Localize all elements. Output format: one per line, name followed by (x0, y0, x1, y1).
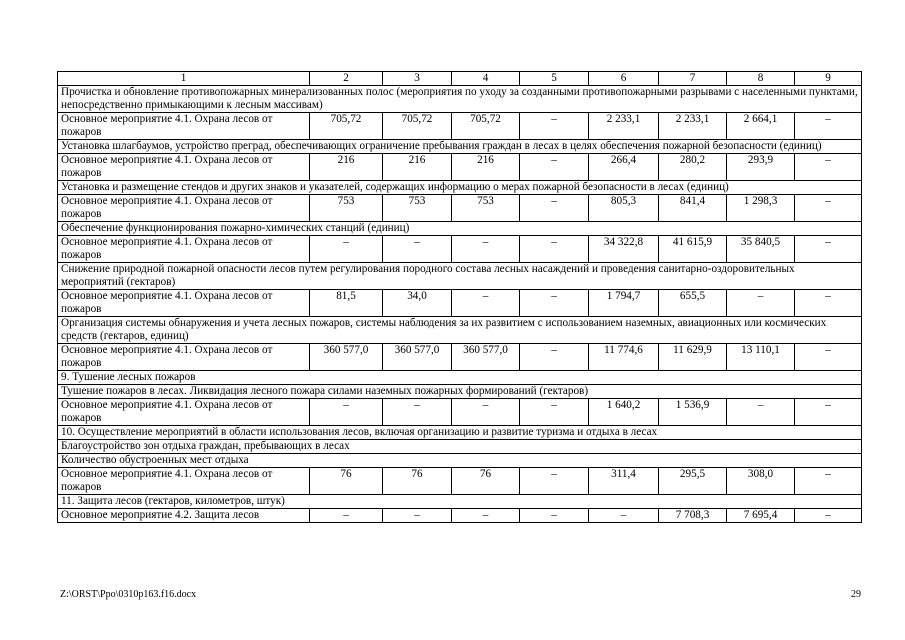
table-cell: – (520, 509, 589, 523)
table-cell: 308,0 (727, 468, 795, 495)
table-cell: 7 695,4 (727, 509, 795, 523)
row-label: Основное мероприятие 4.1. Охрана лесов от пожаров (58, 236, 310, 263)
table-cell: – (452, 399, 520, 426)
table-cell: 216 (310, 154, 383, 181)
table-row (58, 509, 862, 523)
table-cell: 705,72 (452, 113, 520, 140)
section-row (58, 426, 862, 440)
section-title: Прочистка и обновление противопожарных минерализованных полос (мероприятия по уходу за созданными противопожарными разрывами с населенными пунктами, непосредственно примыкающими к лесным массивам) (58, 86, 862, 113)
table-row (58, 290, 862, 317)
table-cell: 2 233,1 (589, 113, 659, 140)
section-title: Снижение природной пожарной опасности лесов путем регулирования породного состава лесных насаждений и проведения санитарно-оздоровительных мероприятий (гектаров) (58, 263, 862, 290)
section-title: Тушение пожаров в лесах. Ликвидация лесного пожара силами наземных пожарных формирований (гектаров) (58, 385, 862, 399)
column-header: 8 (727, 72, 795, 86)
table-cell: – (310, 399, 383, 426)
column-header: 3 (383, 72, 452, 86)
table-cell: 76 (383, 468, 452, 495)
section-row (58, 371, 862, 385)
column-header: 1 (58, 72, 310, 86)
table-cell: – (795, 290, 862, 317)
table-row (58, 236, 862, 263)
table-cell: 34 322,8 (589, 236, 659, 263)
table-cell: – (452, 509, 520, 523)
table-cell: – (795, 468, 862, 495)
table-body (58, 72, 862, 523)
section-row (58, 263, 862, 290)
table-cell: 805,3 (589, 195, 659, 222)
column-header: 5 (520, 72, 589, 86)
table-cell: 753 (452, 195, 520, 222)
table-cell: – (520, 468, 589, 495)
table-cell: – (520, 344, 589, 371)
section-row (58, 495, 862, 509)
table-cell: 7 708,3 (659, 509, 727, 523)
table-cell: – (520, 236, 589, 263)
table-row (58, 113, 862, 140)
table-cell: 2 233,1 (659, 113, 727, 140)
data-table (57, 71, 862, 523)
table-cell: – (520, 154, 589, 181)
table-cell: – (795, 154, 862, 181)
row-label: Основное мероприятие 4.1. Охрана лесов от пожаров (58, 290, 310, 317)
section-title: 11. Защита лесов (гектаров, километров, штук) (58, 495, 862, 509)
table-cell: 11 629,9 (659, 344, 727, 371)
table-cell: 655,5 (659, 290, 727, 317)
table-row (58, 468, 862, 495)
header-row (58, 72, 862, 86)
table-cell: 81,5 (310, 290, 383, 317)
table-row (58, 399, 862, 426)
section-row (58, 86, 862, 113)
table-row (58, 195, 862, 222)
column-header: 2 (310, 72, 383, 86)
table-cell: 11 774,6 (589, 344, 659, 371)
table-cell: – (520, 399, 589, 426)
section-row (58, 440, 862, 454)
section-title: Благоустройство зон отдыха граждан, пребывающих в лесах (58, 440, 862, 454)
table-cell: 753 (383, 195, 452, 222)
table-cell: 311,4 (589, 468, 659, 495)
table-cell: – (727, 399, 795, 426)
table-cell: – (383, 509, 452, 523)
table-cell: – (795, 509, 862, 523)
table-cell: 76 (310, 468, 383, 495)
section-row (58, 317, 862, 344)
column-header: 7 (659, 72, 727, 86)
section-row (58, 140, 862, 154)
table-cell: – (310, 236, 383, 263)
table-cell: – (452, 236, 520, 263)
table-cell: – (520, 113, 589, 140)
column-header: 9 (795, 72, 862, 86)
section-title: Обеспечение функционирования пожарно-химических станций (единиц) (58, 222, 862, 236)
table-cell: – (795, 236, 862, 263)
table-cell: – (452, 290, 520, 317)
table-cell: – (310, 509, 383, 523)
row-label: Основное мероприятие 4.1. Охрана лесов от пожаров (58, 113, 310, 140)
table-cell: – (795, 113, 862, 140)
row-label: Основное мероприятие 4.1. Охрана лесов от пожаров (58, 468, 310, 495)
table-cell: 41 615,9 (659, 236, 727, 263)
row-label: Основное мероприятие 4.1. Охрана лесов от пожаров (58, 399, 310, 426)
table-cell: 360 577,0 (310, 344, 383, 371)
table-cell: 266,4 (589, 154, 659, 181)
table-cell: 360 577,0 (383, 344, 452, 371)
table-cell: – (795, 399, 862, 426)
row-label: Основное мероприятие 4.1. Охрана лесов от пожаров (58, 154, 310, 181)
table-cell: – (727, 290, 795, 317)
table-cell: – (795, 195, 862, 222)
table-cell: – (520, 195, 589, 222)
section-title: 9. Тушение лесных пожаров (58, 371, 862, 385)
section-title: Установка и размещение стендов и других знаков и указателей, содержащих информацию о мерах пожарной безопасности в лесах (единиц) (58, 181, 862, 195)
row-label: Основное мероприятие 4.2. Защита лесов (58, 509, 310, 523)
table-cell: 34,0 (383, 290, 452, 317)
table-cell: 705,72 (310, 113, 383, 140)
section-title: 10. Осуществление мероприятий в области использования лесов, включая организацию и развитие туризма и отдыха в лесах (58, 426, 862, 440)
table-cell: 216 (452, 154, 520, 181)
table-cell: 360 577,0 (452, 344, 520, 371)
table-cell: 1 536,9 (659, 399, 727, 426)
section-row (58, 385, 862, 399)
table-cell: 35 840,5 (727, 236, 795, 263)
row-label: Основное мероприятие 4.1. Охрана лесов от пожаров (58, 195, 310, 222)
column-header: 6 (589, 72, 659, 86)
table-cell: 1 298,3 (727, 195, 795, 222)
table-row (58, 344, 862, 371)
table-cell: 1 640,2 (589, 399, 659, 426)
table-cell: 1 794,7 (589, 290, 659, 317)
section-title: Установка шлагбаумов, устройство преград, обеспечивающих ограничение пребывания граждан в лесах в целях обеспечения пожарной безопасности (единиц) (58, 140, 862, 154)
section-title: Организация системы обнаружения и учета лесных пожаров, системы наблюдения за их развитием с использованием наземных, авиационных или космических средств (гектаров, единиц) (58, 317, 862, 344)
table-cell: 2 664,1 (727, 113, 795, 140)
section-row (58, 222, 862, 236)
section-title: Количество обустроенных мест отдыха (58, 454, 862, 468)
section-row (58, 181, 862, 195)
table-cell: – (383, 236, 452, 263)
table-cell: 753 (310, 195, 383, 222)
column-header: 4 (452, 72, 520, 86)
table-cell: 216 (383, 154, 452, 181)
row-label: Основное мероприятие 4.1. Охрана лесов от пожаров (58, 344, 310, 371)
table-cell: 280,2 (659, 154, 727, 181)
section-row (58, 454, 862, 468)
table-cell: – (383, 399, 452, 426)
table-cell: 76 (452, 468, 520, 495)
table-cell: 705,72 (383, 113, 452, 140)
file-path: Z:\ORST\Ppo\0310p163.f16.docx (60, 589, 197, 600)
table-row (58, 154, 862, 181)
table-cell: – (795, 344, 862, 371)
table-cell: 841,4 (659, 195, 727, 222)
table-cell: 293,9 (727, 154, 795, 181)
table-cell: 13 110,1 (727, 344, 795, 371)
table-cell: – (589, 509, 659, 523)
table-cell: – (520, 290, 589, 317)
table-cell: 295,5 (659, 468, 727, 495)
page-number: 29 (851, 589, 861, 600)
